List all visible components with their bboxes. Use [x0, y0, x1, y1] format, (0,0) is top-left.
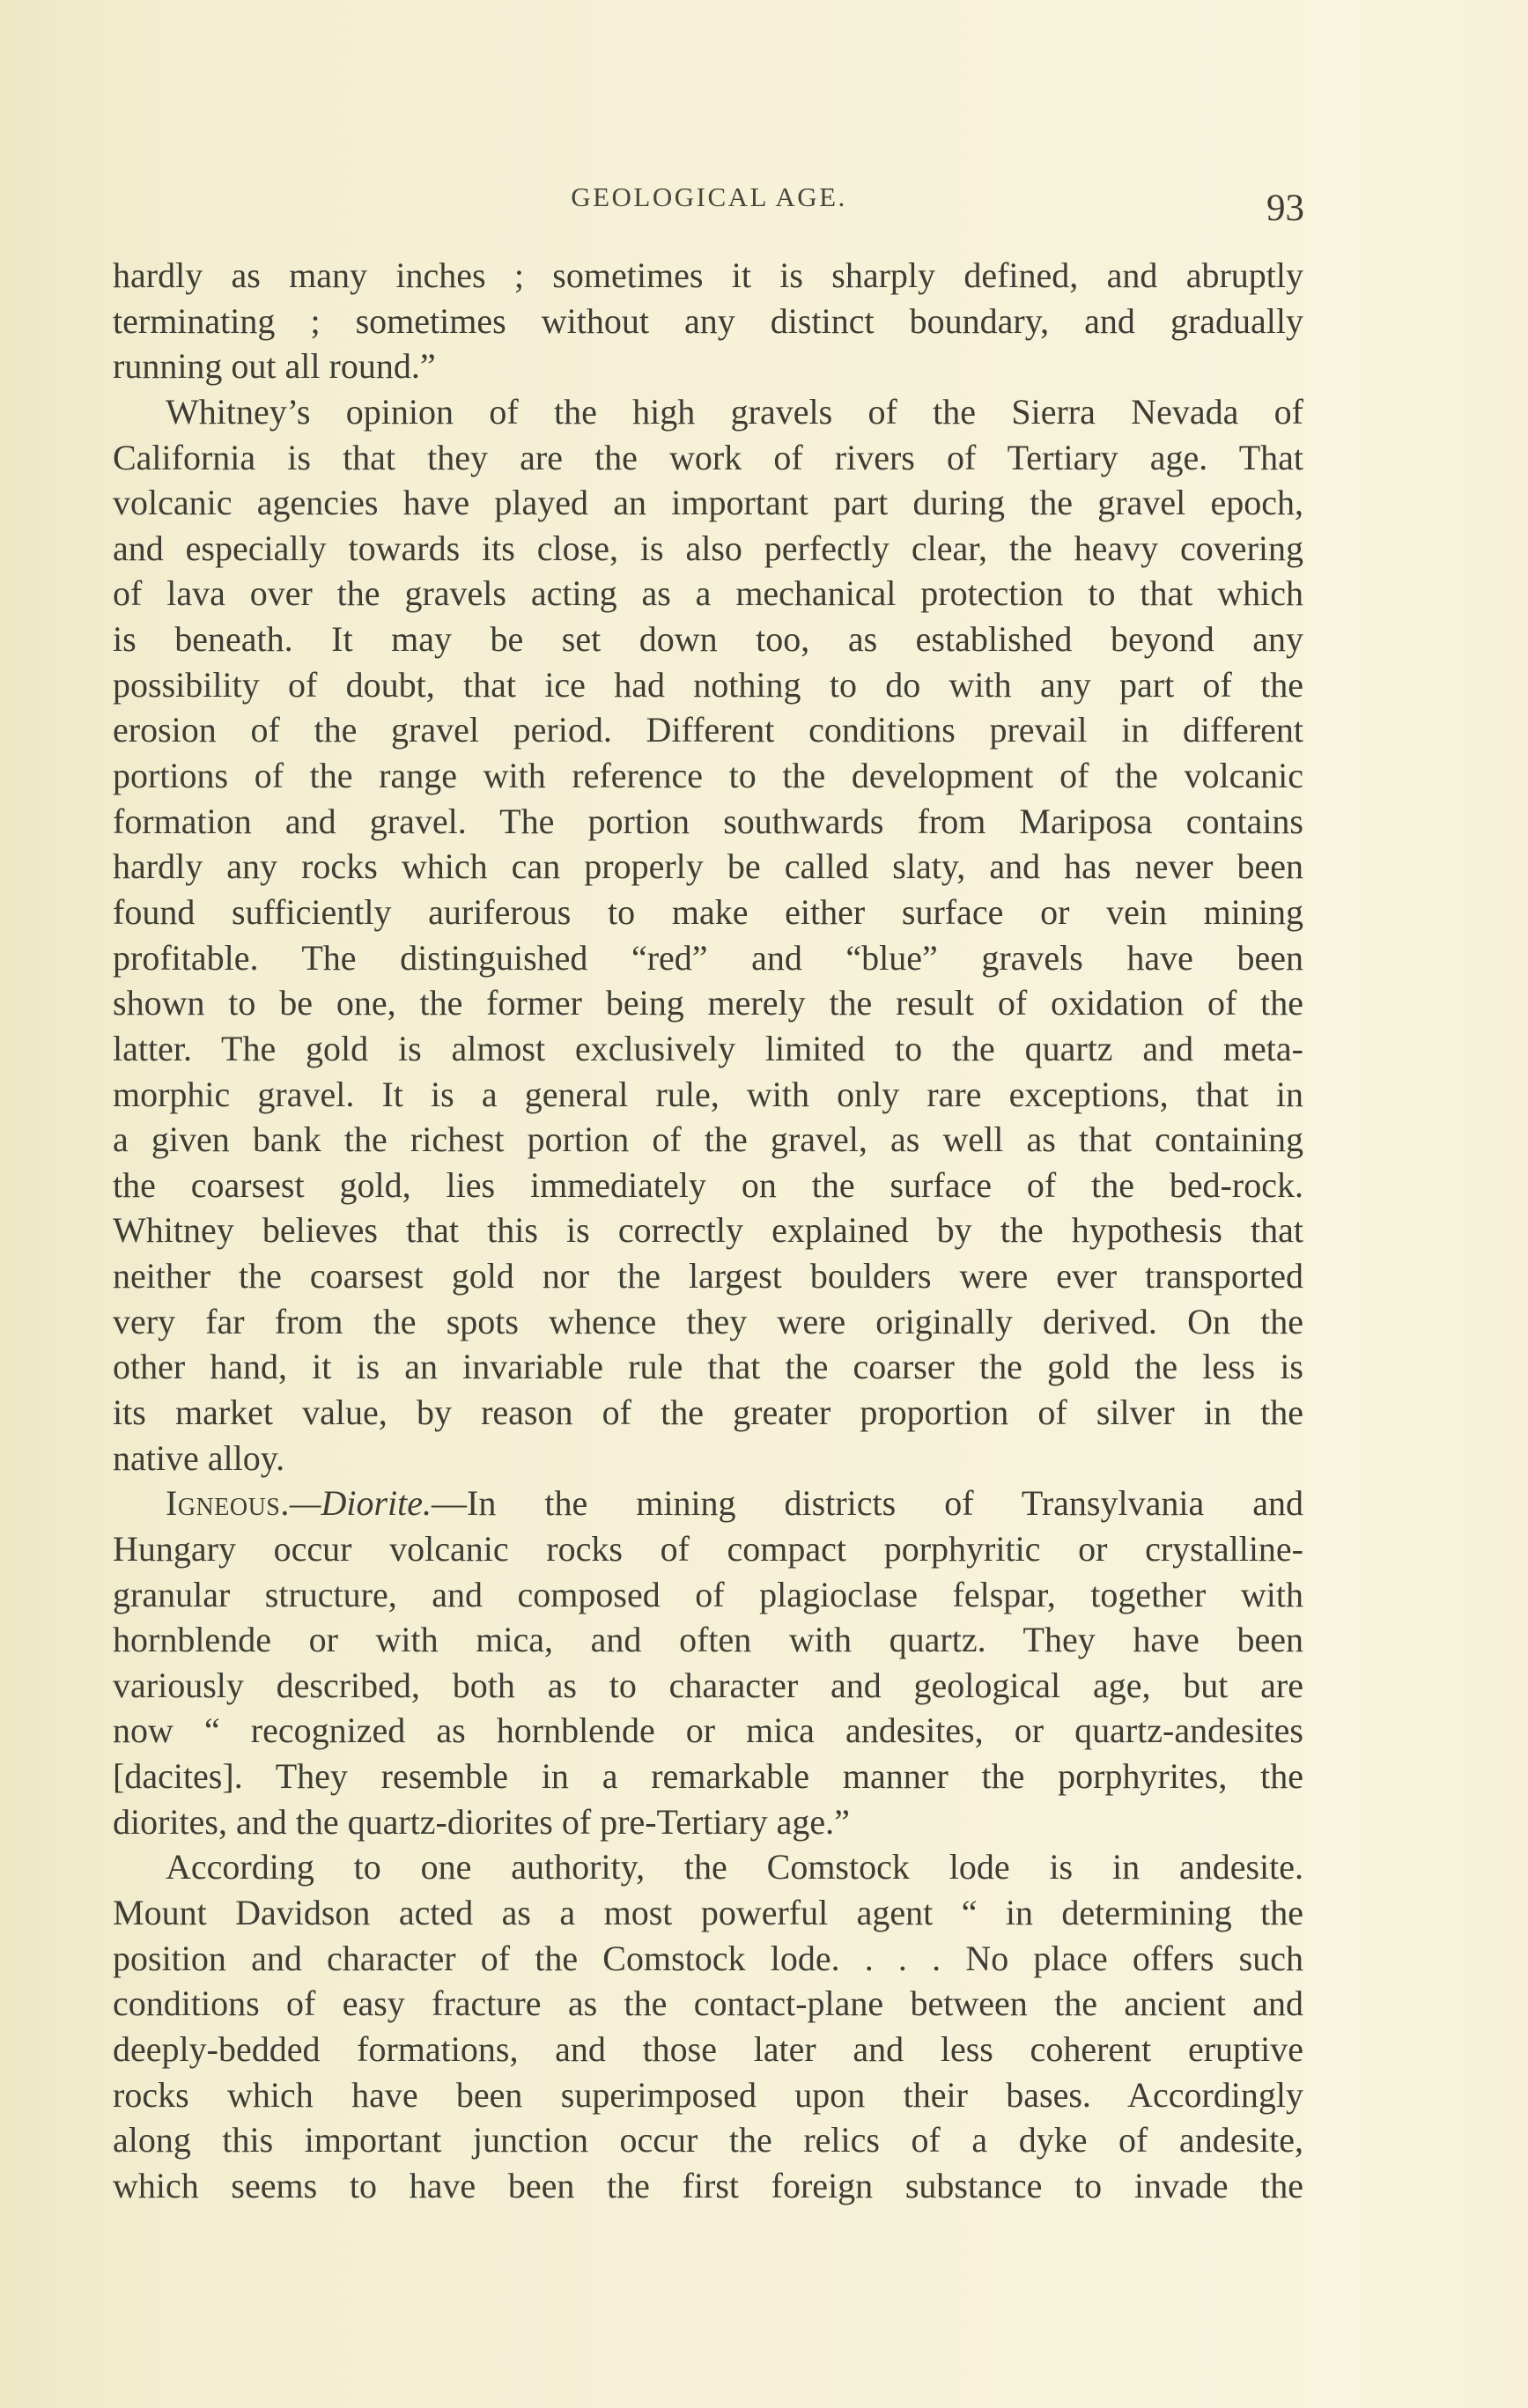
text-line	[113, 1799, 1303, 1845]
line-text: [dacites]. They resemble in a remarkable manner the porphyrites, the	[113, 1756, 1303, 1797]
line-text: latter. The gold is almost exclusively limited to the quartz and meta-	[113, 1028, 1303, 1068]
subsection-heading-diorite: —Diorite.	[289, 1483, 432, 1524]
line-text: terminating ; sometimes without any distinct boundary, and gradually	[113, 300, 1303, 341]
line-text: now “ recognized as hornblende or mica andesites, or quartz-andesites	[113, 1710, 1303, 1751]
text-line	[113, 1299, 1303, 1345]
text-line	[113, 890, 1303, 935]
text-line	[113, 935, 1303, 981]
text-line	[113, 1026, 1303, 1072]
line-text: volcanic agencies have played an important part during the gravel epoch,	[113, 483, 1303, 523]
text-line	[113, 1708, 1303, 1754]
line-text: rocks which have been superimposed upon their bases. Accordingly	[113, 2074, 1303, 2115]
line-text: very far from the spots whence they were originally derived. On the	[113, 1301, 1303, 1341]
text-line	[113, 1890, 1303, 1936]
page-number: 93	[1266, 188, 1304, 229]
text-line	[113, 571, 1303, 617]
text-line	[113, 480, 1303, 526]
text-line	[113, 1754, 1303, 1799]
line-text: possibility of doubt, that ice had nothing to do with any part of the	[113, 664, 1303, 705]
text-line	[113, 2027, 1303, 2072]
line-text: found sufficiently auriferous to make either surface or vein mining	[113, 891, 1303, 932]
line-text: shown to be one, the former being merely the result of oxidation of the	[113, 983, 1303, 1023]
text-line	[113, 1253, 1303, 1299]
line-text: along this important junction occur the relics of a dyke of andesite,	[113, 2120, 1303, 2161]
text-line	[113, 1617, 1303, 1663]
line-text: Whitney’s opinion of the high gravels of the Sierra Nevada of	[166, 391, 1303, 432]
line-text: position and character of the Comstock lode. . . . No place offers such	[113, 1938, 1303, 1978]
text-line	[113, 707, 1303, 753]
running-head-title: GEOLOGICAL AGE.	[571, 181, 847, 212]
line-text: —In the mining districts of Transylvania and	[432, 1483, 1303, 1524]
line-text: hardly as many inches ; sometimes it is sharply defined, and abruptly	[113, 255, 1303, 295]
text-line	[113, 1344, 1303, 1390]
line-text: morphic gravel. It is a general rule, with only rare exceptions, that in	[113, 1074, 1303, 1114]
line-text: erosion of the gravel period. Different conditions prevail in different	[113, 710, 1303, 750]
text-line	[113, 1390, 1303, 1436]
text-line	[113, 2072, 1303, 2118]
text-line	[113, 1663, 1303, 1709]
text-line	[113, 1117, 1303, 1163]
line-text: Mount Davidson acted as a most powerful agent “ in determining the	[113, 1893, 1303, 1933]
line-text: hornblende or with mica, and often with quartz. They have been	[113, 1620, 1303, 1660]
line-text: According to one authority, the Comstock lode is in andesite.	[166, 1847, 1303, 1887]
line-text: is beneath. It may be set down too, as established beyond any	[113, 619, 1303, 660]
line-text: granular structure, and composed of plagioclase felspar, together with	[113, 1574, 1303, 1614]
text-line	[113, 1981, 1303, 2027]
text-line	[166, 1481, 1303, 1526]
line-text: other hand, it is an invariable rule that the coarser the gold the less is	[113, 1347, 1303, 1387]
line-text: variously described, both as to character and geological age, but are	[113, 1665, 1303, 1705]
text-line	[166, 1844, 1303, 1890]
text-line	[113, 662, 1303, 708]
text-line	[113, 1208, 1303, 1253]
section-heading-igneous: Igneous.	[166, 1483, 290, 1524]
line-text: a given bank the richest portion of the gravel, as well as that containing	[113, 1119, 1303, 1160]
line-text: hardly any rocks which can properly be called slaty, and has never been	[113, 846, 1303, 887]
line-text: Hungary occur volcanic rocks of compact porphyritic or crystalline-	[113, 1528, 1303, 1569]
text-line	[113, 2117, 1303, 2163]
text-line	[113, 526, 1303, 572]
text-line	[113, 799, 1303, 845]
line-text: California is that they are the work of rivers of Tertiary age. That	[113, 437, 1303, 477]
line-text: formation and gravel. The portion southwards from Mariposa contains	[113, 801, 1303, 841]
line-text: portions of the range with reference to the development of the volcanic	[113, 756, 1303, 796]
text-line	[113, 253, 1303, 299]
line-text: which seems to have been the first foreign substance to invade the	[113, 2165, 1303, 2205]
line-text: native alloy.	[113, 1437, 285, 1478]
text-line	[113, 343, 1303, 389]
text-line	[113, 1436, 1303, 1481]
text-line	[113, 2163, 1303, 2209]
line-text: diorites, and the quartz-diorites of pre-Tertiary age.”	[113, 1801, 850, 1842]
line-text: deeply-bedded formations, and those later and less coherent eruptive	[113, 2028, 1303, 2069]
text-line	[113, 1936, 1303, 1982]
line-text: profitable. The distinguished “red” and “blue” gravels have been	[113, 937, 1303, 978]
line-text: and especially towards its close, is also perfectly clear, the heavy covering	[113, 528, 1303, 568]
line-text: of lava over the gravels acting as a mechanical protection to that which	[113, 573, 1303, 614]
line-text: Whitney believes that this is correctly explained by the hypothesis that	[113, 1210, 1303, 1251]
text-line	[113, 617, 1303, 662]
line-text: neither the coarsest gold nor the largest boulders were ever transported	[113, 1256, 1303, 1296]
line-text: running out all round.”	[113, 346, 436, 387]
text-line	[113, 1526, 1303, 1572]
line-text: conditions of easy fracture as the contact-plane between the ancient and	[113, 1983, 1303, 2024]
line-text: its market value, by reason of the greater proportion of silver in the	[113, 1392, 1303, 1432]
text-line	[113, 980, 1303, 1026]
text-line	[113, 1163, 1303, 1208]
text-line	[166, 389, 1303, 435]
text-line	[113, 1572, 1303, 1618]
line-text: the coarsest gold, lies immediately on the surface of the bed-rock.	[113, 1164, 1303, 1205]
text-line	[113, 299, 1303, 344]
text-line	[113, 753, 1303, 799]
text-line	[113, 1072, 1303, 1118]
text-line	[113, 844, 1303, 890]
text-line	[113, 435, 1303, 481]
